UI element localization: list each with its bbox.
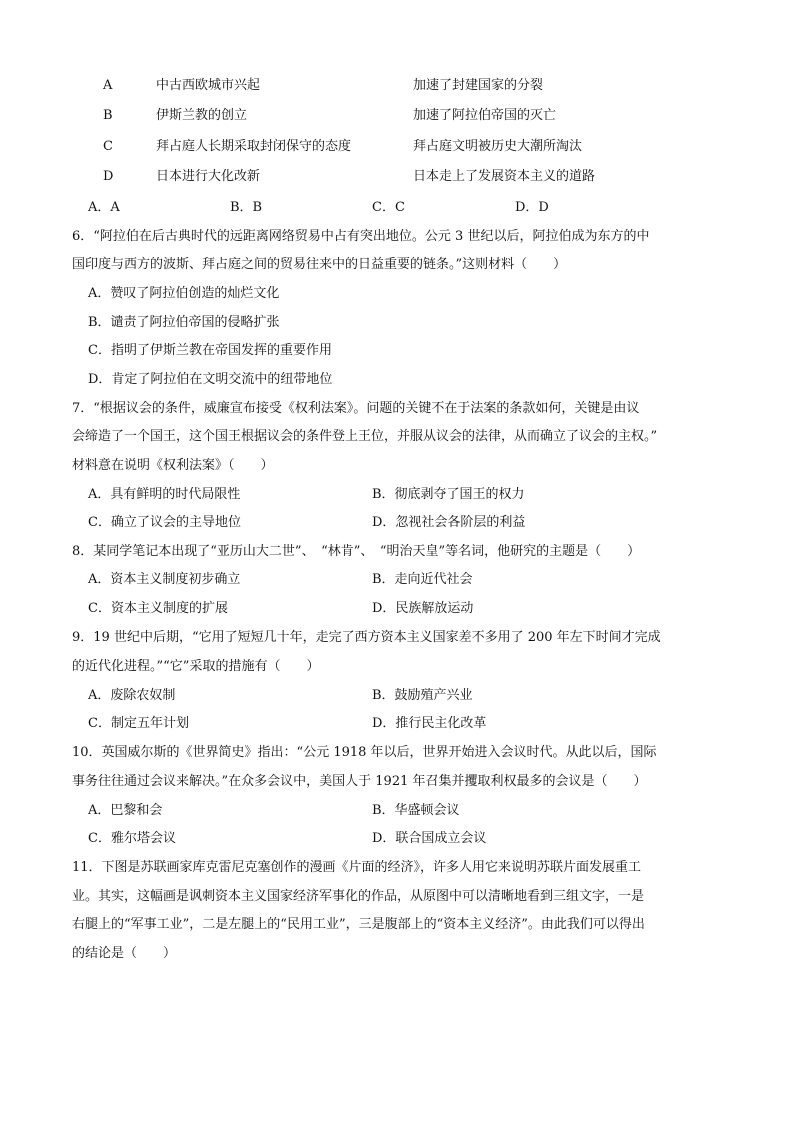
table-row-effect: 日本走上了发展资本主义的道路 [413, 169, 596, 184]
option-c[interactable]: C．C [372, 200, 405, 215]
option-a[interactable]: A．A [88, 200, 120, 215]
question-stem-line: 9．19 世纪中后期，“它用了短短几十年，走完了西方资本主义国家差不多用了 200 年左下时间才完成 [72, 630, 661, 645]
table-row-cause: 中古西欧城市兴起 [156, 78, 261, 93]
question-stem-line: 10．英国威尔斯的《世界简史》指出：“公元 1918 年以后，世界开始进入会议时代。从此以后，国际 [72, 745, 657, 760]
option-a[interactable]: A．巴黎和会 [88, 803, 163, 818]
table-row-effect: 拜占庭文明被历史大潮所淘汰 [413, 139, 583, 154]
question-stem-line: 的结论是（ ） [72, 946, 177, 961]
table-row-effect: 加速了封建国家的分裂 [413, 78, 544, 93]
option-c[interactable]: C．资本主义制度的扩展 [88, 601, 228, 616]
option-a[interactable]: A．废除农奴制 [88, 688, 176, 703]
option-a[interactable]: A．赞叹了阿拉伯创造的灿烂文化 [88, 286, 280, 301]
option-c[interactable]: C．指明了伊斯兰教在帝国发挥的重要作用 [88, 343, 332, 358]
table-row-cause: 拜占庭人长期采取封闭保守的态度 [156, 139, 352, 154]
table-row-letter: D [103, 169, 114, 184]
question-stem-line: 7．“根据议会的条件，威廉宣布接受《权利法案》。问题的关键不在于法案的条款如何，关键是由议 [72, 401, 640, 416]
question-stem-line: 的近代化进程。”“它”采取的措施有（ ） [72, 659, 320, 674]
question-stem-line: 事务往往通过会议来解决。”在众多会议中，美国人于 1921 年召集并攫取利权最多的会议是（ ） [72, 774, 647, 789]
option-b[interactable]: B．华盛顿会议 [372, 803, 460, 818]
option-d[interactable]: D．忽视社会各阶层的利益 [372, 515, 526, 530]
question-stem-line: 6．“阿拉伯在后古典时代的远距离网络贸易中占有突出地位。公元 3 世纪以后，阿拉伯成为东方的中 [72, 229, 650, 244]
question-stem-line: 国印度与西方的波斯、拜占庭之间的贸易往来中的日益重要的链条。”这则材料（ ） [72, 257, 567, 272]
table-row-cause: 日本进行大化改新 [156, 169, 261, 184]
table-row-letter: A [103, 78, 113, 93]
table-row-letter: C [103, 139, 113, 154]
option-d[interactable]: D．民族解放运动 [372, 601, 474, 616]
option-d[interactable]: D．肯定了阿拉伯在文明交流中的纽带地位 [88, 372, 333, 387]
option-d[interactable]: D．推行民主化改革 [372, 716, 487, 731]
question-stem-line: 8．某同学笔记本出现了“亚历山大二世”、 “林肯”、 “明治天皇”等名词，他研究的主题是（ ） [72, 544, 641, 559]
question-stem-line: 右腿上的“军事工业”，二是左腿上的“民用工业”，三是腹部上的“资本主义经济”。由此我们可以得出 [72, 917, 645, 932]
option-b[interactable]: B．走向近代社会 [372, 572, 473, 587]
question-stem-line: 11．下图是苏联画家库克雷尼克塞创作的漫画《片面的经济》，许多人用它来说明苏联片面发展重工 [72, 860, 642, 875]
question-stem-line: 材料意在说明《权利法案》（ ） [72, 458, 274, 473]
option-a[interactable]: A．资本主义制度初步确立 [88, 572, 241, 587]
option-c[interactable]: C．确立了议会的主导地位 [88, 515, 241, 530]
question-stem-line: 业。其实，这幅画是讽刺资本主义国家经济军事化的作品，从原图中可以清晰地看到三组文字，一是 [72, 889, 645, 904]
option-b[interactable]: B．B [230, 200, 263, 215]
table-row-letter: B [103, 108, 113, 123]
option-b[interactable]: B．谴责了阿拉伯帝国的侵略扩张 [88, 315, 280, 330]
table-row-cause: 伊斯兰教的创立 [156, 108, 248, 123]
option-d[interactable]: D．联合国成立会议 [372, 831, 487, 846]
option-b[interactable]: B．彻底剥夺了国王的权力 [372, 487, 525, 502]
option-a[interactable]: A．具有鲜明的时代局限性 [88, 487, 241, 502]
question-stem-line: 会缔造了一个国王，这个国王根据议会的条件登上王位，并服从议会的法律，从而确立了议会的主权。” [72, 429, 658, 444]
option-c[interactable]: C．雅尔塔会议 [88, 831, 176, 846]
option-c[interactable]: C．制定五年计划 [88, 716, 189, 731]
option-b[interactable]: B．鼓励殖产兴业 [372, 688, 473, 703]
option-d[interactable]: D．D [515, 200, 549, 215]
table-row-effect: 加速了阿拉伯帝国的灭亡 [413, 108, 557, 123]
